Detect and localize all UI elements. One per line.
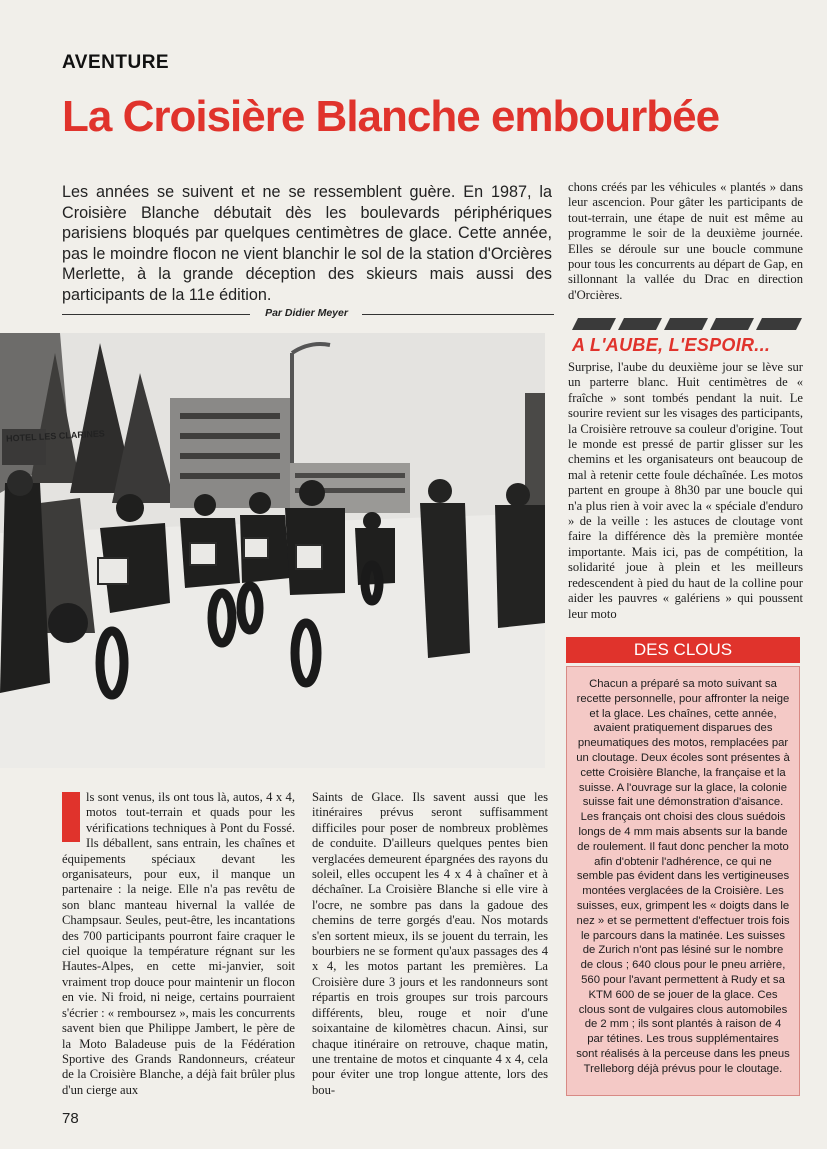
- column-1-text: ls sont venus, ils ont tous là, autos, 4 x 4, motos tout-terrain et quads pour les vérifications techniques à Pont du Fossé. Ils déballent, sans entrain, les chaînes et équipements spéciaux devant les organisateurs, pour eux, il manque un partenaire : la neige. Elle n'a pas revêtu de son blanc manteau hivernal la vallée de Champsaur. Seules, peut-être, les incantations des 700 participants pourront faire craquer le ciel quoique la température régnant sur les Hautes-Alpes, en cette mi-janvier, soit vraiment trop douce pour maintenir un flocon en vie. Ni froid, ni neige, certains pourraient s'écrier : « remboursez », mais les concurrents savent bien que Philippe Jambert, le père de la Moto Baladeuse puis de la Fédération Sportive des Grands Randonneurs, créateur de la Croisière Blanche, a déjà fait brûler plus d'un cierge aux: [62, 790, 295, 1097]
- article-headline: La Croisière Blanche embourbée: [62, 92, 720, 141]
- byline-rule-right: [362, 314, 554, 315]
- drop-cap: [62, 792, 80, 842]
- hotel-sign-text: HOTEL LES CLARINES: [5, 428, 106, 444]
- photo-illustration: [0, 333, 545, 768]
- byline: Par Didier Meyer: [265, 307, 348, 319]
- page-number: 78: [62, 1110, 79, 1127]
- article-column-2: Saints de Glace. Ils savent aussi que les itinéraires prévus seront suffisamment difficiles pour poser de nombreux problèmes de conduite. D'ailleurs quelques pentes bien verglacées demeurent épargnées des rayons du soleil, elles occupent les 4 x 4 à chaîner et à déchaîner. La Croisière Blanche si elle vire à l'ocre, ne sombre pas dans la gadoue des chemins de terre gorgés d'eau. Nos motards s'en sortent mieux, ils se jouent du terrain, les bourbiers ne se forment qu'aux passages des 4 x 4, les motos partant les premières. La Croisière dure 3 jours et les randonneurs sont répartis en trois groupes sur trois parcours différents, bleu, rouge et noir d'une soixantaine de kilomètres chacun. Ainsi, sur chaque itinéraire on retrouve, chaque matin, une trentaine de motos et cinquante 4 x 4, cela pour éviter une trop longue attente, lors des bou-: [312, 790, 548, 1097]
- article-column-3-top: chons créés par les véhicules « plantés » dans leur ascencion. Pour gâter les participants de tout-terrain, une étape de nuit est même au programme le soir de la deuxième journée. Elles se déroule sur une boucle commune pour tous les concurrents au départ de Gap, en sillonnant la vallée du Drac en direction d'Orcières.: [568, 180, 803, 302]
- section-rubric: AVENTURE: [62, 52, 170, 73]
- section-subheading: A L'AUBE, L'ESPOIR...: [572, 335, 771, 355]
- article-lead: Les années se suivent et ne se ressemblent guère. En 1987, la Croisière Blanche débutait dès les boulevards périphériques parisiens bloqués par quelques centimètres de glace. Cette année, pas le moindre flocon ne vient blanchir le sol de la station d'Orcières Merlette, à la grande déception des skieurs mais aussi des participants de la 11e édition.: [62, 183, 552, 304]
- article-column-1: [62, 790, 295, 1098]
- byline-rule-left: [62, 314, 250, 315]
- sidebar-title: DES CLOUS: [566, 637, 800, 663]
- decorative-stripes: [572, 318, 802, 330]
- byline-block: [62, 307, 554, 321]
- article-column-3-bottom: Surprise, l'aube du deuxième jour se lève sur un parterre blanc. Huit centimètres de « fraîche » sont tombés pendant la nuit. Le sourire revient sur les visages des participants, la Croisière retrouve sa couleur d'origine. Tout le monde est pressé de partir glisser sur les chemins et les organisateurs ont beaucoup de mal à retenir cette foule déchaînée. Les motos partent en groupe à 8h30 par une boucle qui n'a plus rien à voir avec la « spéciale d'enduro » de la veille : les astuces de cloutage vont faire la différence dès la première montée importante. Mais ici, pas de compétition, la solidarité joue à plein et les meilleurs redescendent à pied du haut de la colline pour aider les pauvres « galériens » qui poussent leur moto: [568, 360, 803, 621]
- article-photo: [0, 333, 545, 768]
- sidebar-box: Chacun a préparé sa moto suivant sa recette personnelle, pour affronter la neige et la glace. Les chaînes, cette année, avaient pratiquement disparues des pneumatiques des motos, remplacées par un cloutage. Deux écoles sont présentes à cette Croisière Blanche, la française et la suisse. A l'ouvrage sur la glace, la colonie suisse fait une démonstration d'aisance. Les français ont choisi des clous suédois longs de 4 mm mais absents sur la bande de roulement. Il faut donc pencher la moto afin d'obtenir l'adhérence, ce qui ne semble pas évident dans les vertigineuses montées verglacées de la Croisière. Les suisses, eux, grimpent les « doigts dans le nez » et se permettent d'effectuer trois fois le parcours dans la matinée. Les suisses de Zurich n'ont pas lésiné sur le nombre de clous ; 640 clous pour le pneu arrière, 560 pour l'avant permettent à Rudy et sa KTM 600 de se jouer de la glace. Ces clous sont de vulgaires clous automobiles de 2 mm ; ils sont plantés à raison de 4 par tétines. Les trous supplémentaires sont réalisés à la perceuse dans les pneus Trelleborg déjà prévus pour le cloutage.: [566, 666, 800, 1096]
